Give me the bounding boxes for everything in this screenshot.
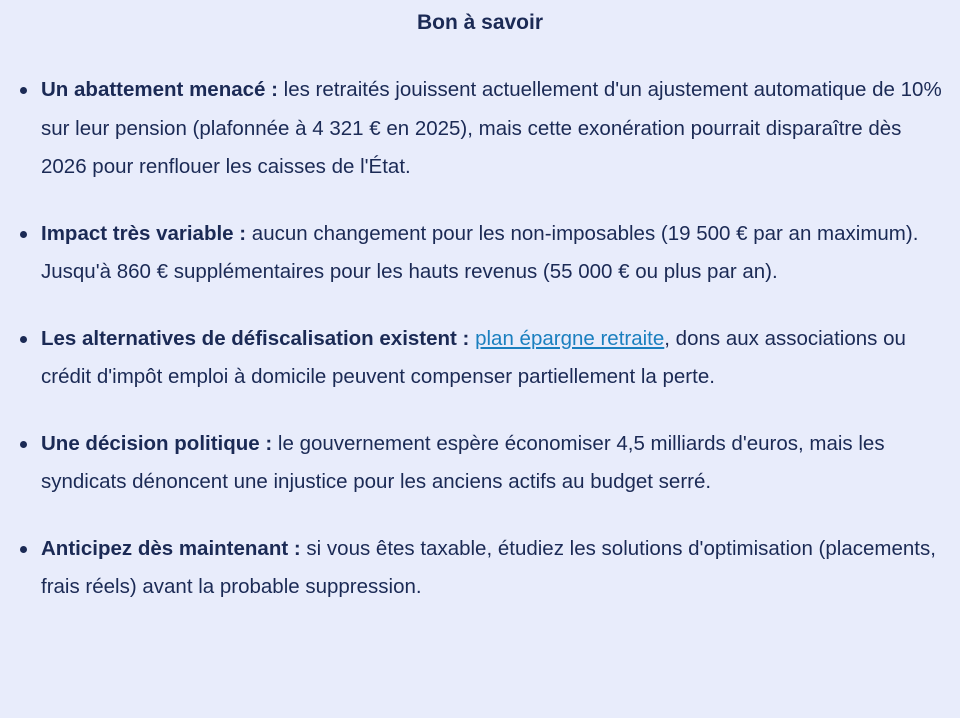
item-text: le gouvernement espère économiser 4,5 milliards d'euros, mais les syndicats dénoncent une injustice pour les anciens actifs au budget serré. xyxy=(41,431,885,493)
item-text: les retraités jouissent actuellement d'un ajustement automatique de 10% sur leur pension (plafonnée à 4 321 € en 2025), mais cette exonération pourrait disparaître dès 2026 pour renflouer les caisses de l'État. xyxy=(41,78,942,178)
item-heading: Anticipez dès maintenant : xyxy=(41,536,301,560)
box-title: Bon à savoir xyxy=(416,11,544,34)
list-item-abattement xyxy=(14,71,946,187)
item-heading: Une décision politique : xyxy=(41,431,273,455)
item-text: , dons aux associations ou crédit d'impôt emploi à domicile peuvent compenser partiellement la perte. xyxy=(41,326,906,388)
item-heading: Les alternatives de défiscalisation existent : xyxy=(41,326,470,350)
bullet-list xyxy=(14,71,946,607)
list-item-alternatives xyxy=(14,320,946,397)
item-heading: Impact très variable : xyxy=(41,221,247,245)
item-text: si vous êtes taxable, étudiez les solutions d'optimisation (placements, frais réels) avant la probable suppression. xyxy=(41,536,936,598)
list-item-anticipez xyxy=(14,530,946,607)
item-text: aucun changement pour les non-imposables (19 500 € par an maximum). Jusqu'à 860 € supplémentaires pour les hauts revenus (55 000 € ou plus par an). xyxy=(41,221,919,283)
list-item-impact xyxy=(14,215,946,292)
list-item-decision xyxy=(14,425,946,502)
item-heading: Un abattement menacé : xyxy=(41,78,278,101)
plan-epargne-retraite-link[interactable]: plan épargne retraite xyxy=(475,326,665,350)
